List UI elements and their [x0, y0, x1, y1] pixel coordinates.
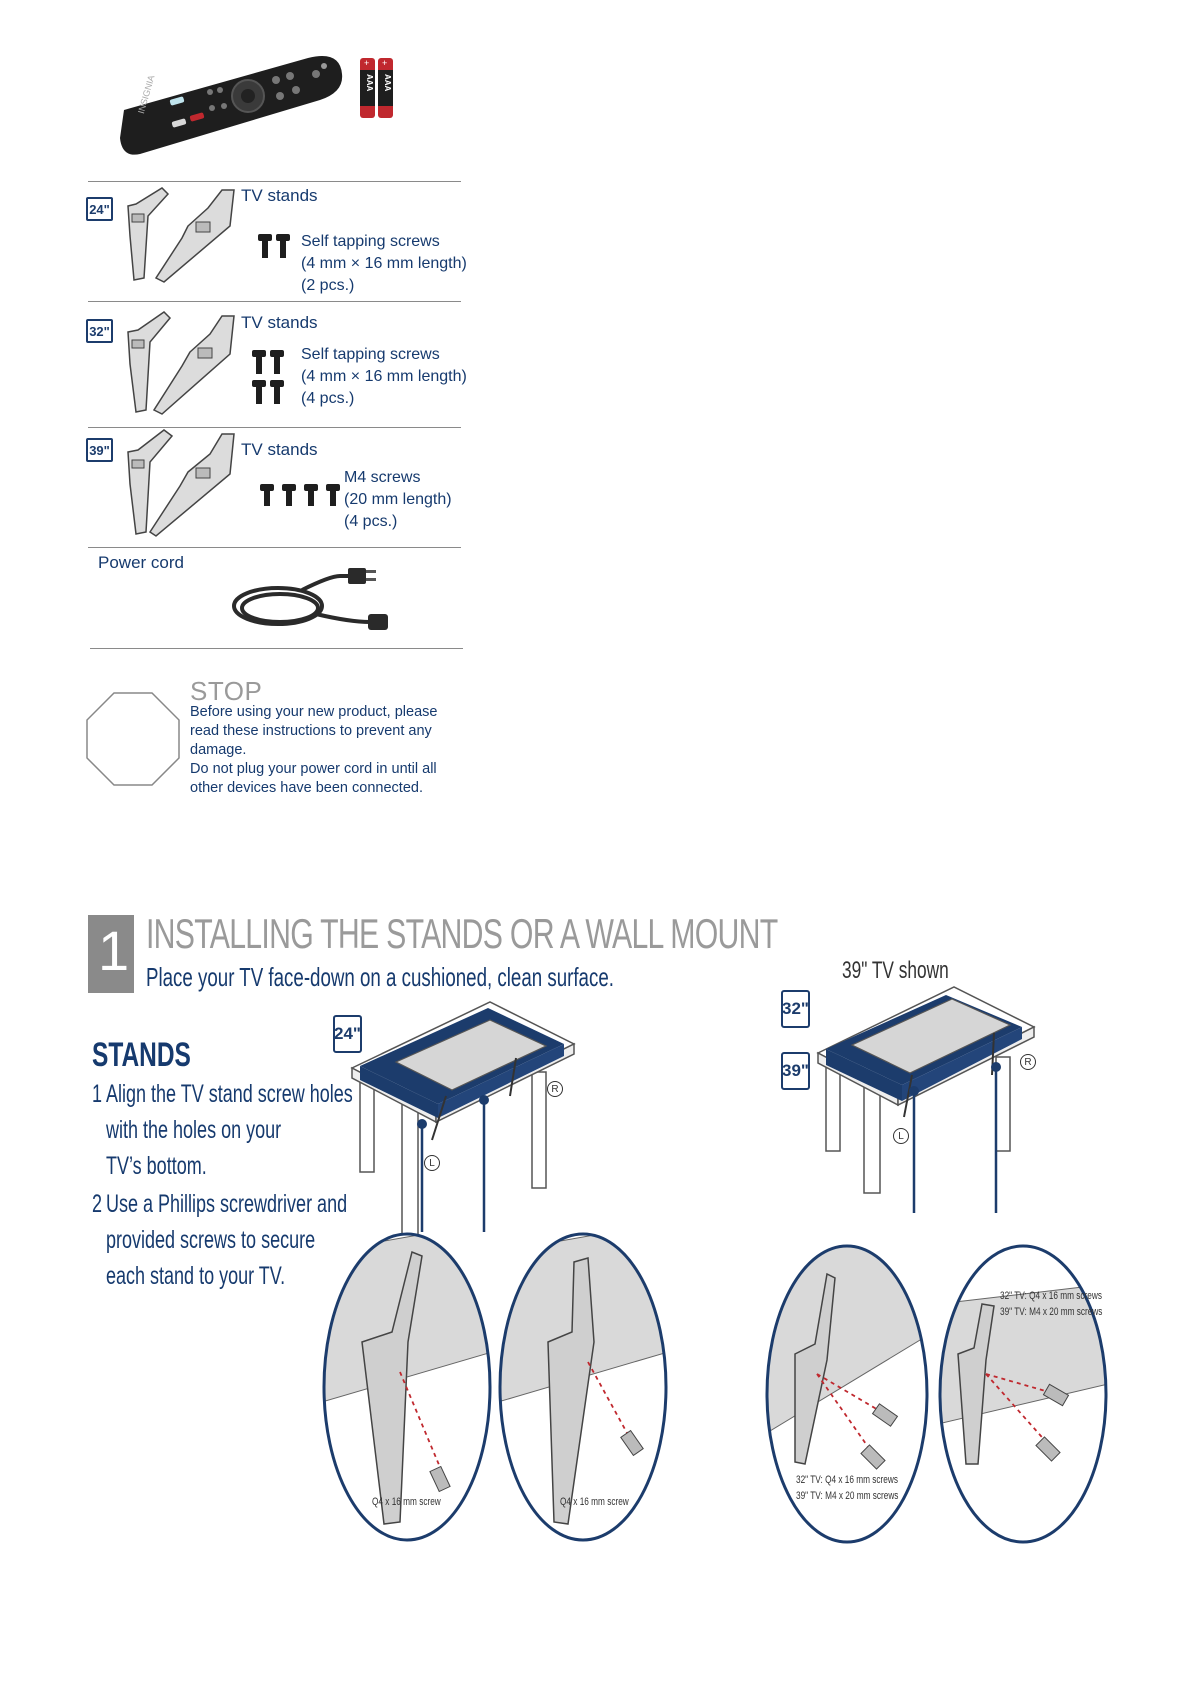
svg-text:+: + [382, 58, 388, 68]
size-badge-32: 32" [86, 319, 113, 343]
divider [90, 648, 463, 649]
screw-qty: (4 pcs.) [301, 390, 355, 407]
stop-sign-icon [86, 692, 180, 786]
tv-stand-pair-icon [118, 310, 238, 418]
screw-size: (20 mm length) [344, 491, 452, 508]
size-badge-39: 39" [781, 1052, 810, 1090]
tv-on-table-illustration [816, 985, 1036, 1215]
stand-label: TV stands [241, 186, 318, 205]
battery-label-a: AAA [365, 74, 374, 92]
screw-icon [250, 348, 290, 408]
screw-callout: 32" TV: Q4 x 16 mm screws [1000, 1290, 1102, 1302]
size-badge-32: 32" [781, 990, 810, 1028]
screw-size: (4 mm × 16 mm length) [301, 255, 467, 272]
screw-callout: Q4 x 16 mm screw [560, 1496, 629, 1508]
tv-shown-label: 39" TV shown [842, 957, 949, 984]
divider [88, 547, 461, 548]
right-marker-label: R [551, 1083, 559, 1095]
size-badge-24: 24" [333, 1015, 362, 1053]
power-cord-icon [230, 556, 400, 634]
screw-icon [256, 232, 296, 260]
instruction-line: TV’s bottom. [106, 1152, 207, 1180]
svg-text:+: + [364, 58, 370, 68]
step-subtitle: Place your TV face-down on a cushioned, clean surface. [146, 962, 614, 992]
screw-icon [258, 482, 342, 508]
instruction-line: with the holes on your [106, 1116, 282, 1144]
left-marker-label: L [898, 1130, 904, 1142]
instruction-line: provided screws to secure [106, 1226, 316, 1254]
stop-text: damage. [190, 742, 247, 758]
tv-stand-pair-icon [118, 186, 238, 286]
stand-label: TV stands [241, 313, 318, 332]
divider [88, 181, 461, 182]
screw-callout: 39" TV: M4 x 20 mm screws [796, 1490, 899, 1502]
detail-circle-right-stand [938, 1244, 1108, 1544]
size-badge-39: 39" [86, 438, 113, 462]
left-marker [893, 1128, 909, 1144]
left-marker-label: L [429, 1157, 435, 1169]
stop-text: Do not plug your power cord in until all [190, 761, 437, 777]
screw-callout: 39" TV: M4 x 20 mm screws [1000, 1306, 1103, 1318]
stop-text: other devices have been connected. [190, 780, 423, 796]
screw-size: (4 mm × 16 mm length) [301, 368, 467, 385]
instruction-number: 2 [92, 1190, 103, 1218]
screw-name: M4 screws [344, 469, 421, 486]
instruction-line: Use a Phillips screwdriver and [106, 1190, 348, 1218]
stop-title: STOP [190, 676, 263, 706]
instruction-line: Align the TV stand screw holes [106, 1080, 353, 1108]
remote-control-illustration [120, 52, 360, 162]
instruction-line: each stand to your TV. [106, 1262, 286, 1290]
screw-qty: (4 pcs.) [344, 513, 398, 530]
stop-text: read these instructions to prevent any [190, 723, 432, 739]
stand-label: TV stands [241, 440, 318, 459]
stop-text: Before using your new product, please [190, 704, 438, 720]
right-marker-label: R [1024, 1056, 1032, 1068]
screw-name: Self tapping screws [301, 346, 440, 363]
left-marker [424, 1155, 440, 1171]
right-marker [547, 1081, 563, 1097]
tv-stand-pair-icon [118, 428, 238, 540]
screw-callout: 32" TV: Q4 x 16 mm screws [796, 1474, 898, 1486]
remote-brand-label: INSIGNIA [136, 74, 157, 115]
instruction-number: 1 [92, 1080, 103, 1108]
size-badge-24: 24" [86, 197, 113, 221]
divider [88, 301, 461, 302]
power-cord-label: Power cord [98, 553, 184, 572]
screw-callout: Q4 x 16 mm screw [372, 1496, 441, 1508]
stands-heading: STANDS [92, 1036, 191, 1074]
screw-qty: (2 pcs.) [301, 277, 355, 294]
step-number: 1 [98, 919, 130, 982]
tv-on-table-illustration [350, 1000, 580, 1240]
right-marker [1020, 1054, 1036, 1070]
screw-name: Self tapping screws [301, 233, 440, 250]
battery-label-b: AAA [383, 74, 392, 92]
step-title: INSTALLING THE STANDS OR A WALL MOUNT [146, 910, 778, 957]
